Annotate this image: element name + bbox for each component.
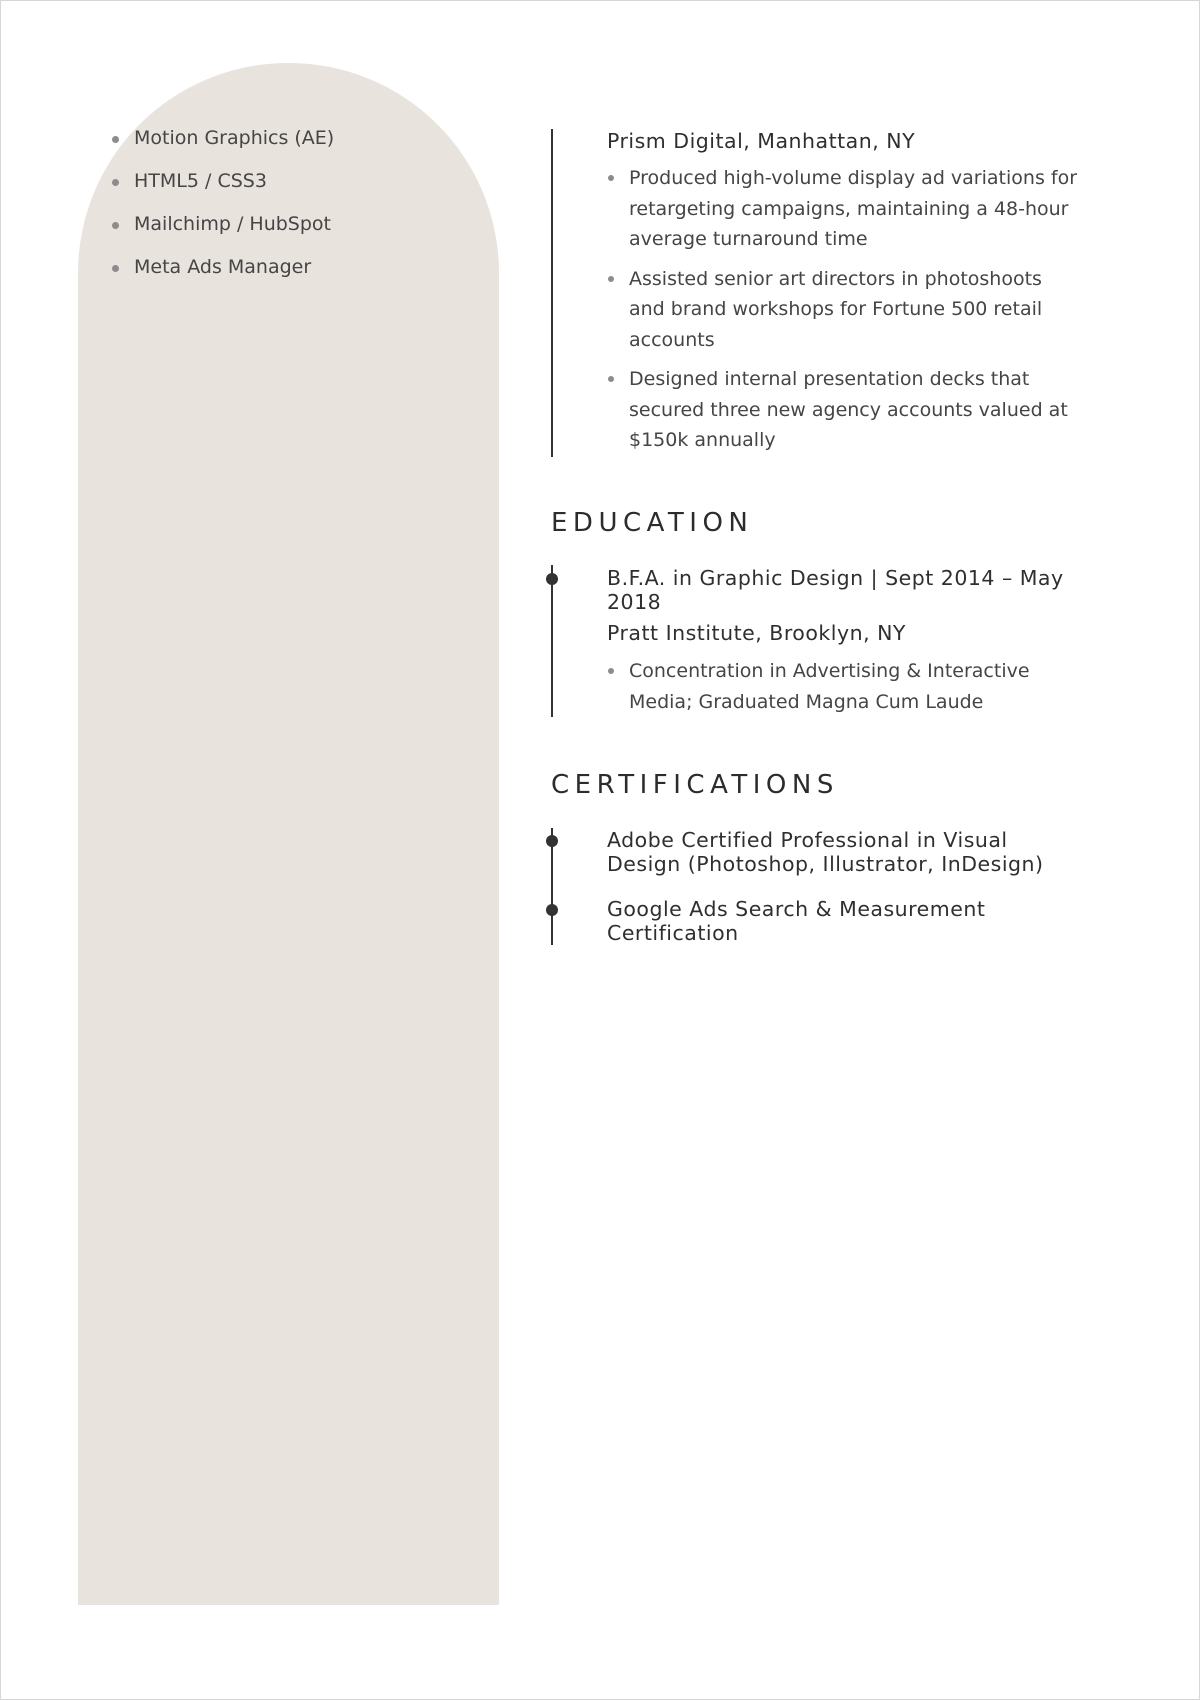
- certification-item: Google Ads Search & Measurement Certification: [607, 897, 986, 945]
- education-degree: B.F.A. in Graphic Design | Sept 2014 – May 2018: [607, 566, 1064, 614]
- certification-timeline-dot: [546, 904, 558, 916]
- skill-item: Mailchimp / HubSpot: [109, 213, 334, 235]
- education-school: Pratt Institute, Brooklyn, NY: [607, 621, 906, 645]
- education-timeline-line: [551, 565, 553, 717]
- experience-organization: Prism Digital, Manhattan, NY: [607, 129, 916, 153]
- experience-timeline-line: [551, 129, 553, 457]
- experience-bullet: Designed internal presentation decks that secured three new agency accounts valued at $150k annually: [607, 364, 1077, 456]
- certification-timeline-dot: [546, 835, 558, 847]
- certification-item: Adobe Certified Professional in Visual Design (Photoshop, Illustrator, InDesign): [607, 828, 1044, 876]
- experience-bullet: Produced high-volume display ad variations for retargeting campaigns, maintaining a 48-hour average turnaround time: [607, 163, 1077, 255]
- skill-item: Meta Ads Manager: [109, 256, 334, 278]
- experience-bullet: Assisted senior art directors in photoshoots and brand workshops for Fortune 500 retail accounts: [607, 264, 1077, 356]
- skill-item: Motion Graphics (AE): [109, 127, 334, 149]
- education-bullets: [607, 656, 1077, 726]
- certifications-heading: CERTIFICATIONS: [551, 770, 839, 800]
- skills-list: [109, 127, 334, 299]
- education-timeline-dot: [546, 573, 558, 585]
- experience-bullets: [607, 163, 1077, 465]
- skill-item: HTML5 / CSS3: [109, 170, 334, 192]
- education-heading: EDUCATION: [551, 508, 754, 538]
- education-bullet: Concentration in Advertising & Interactive Media; Graduated Magna Cum Laude: [607, 656, 1077, 717]
